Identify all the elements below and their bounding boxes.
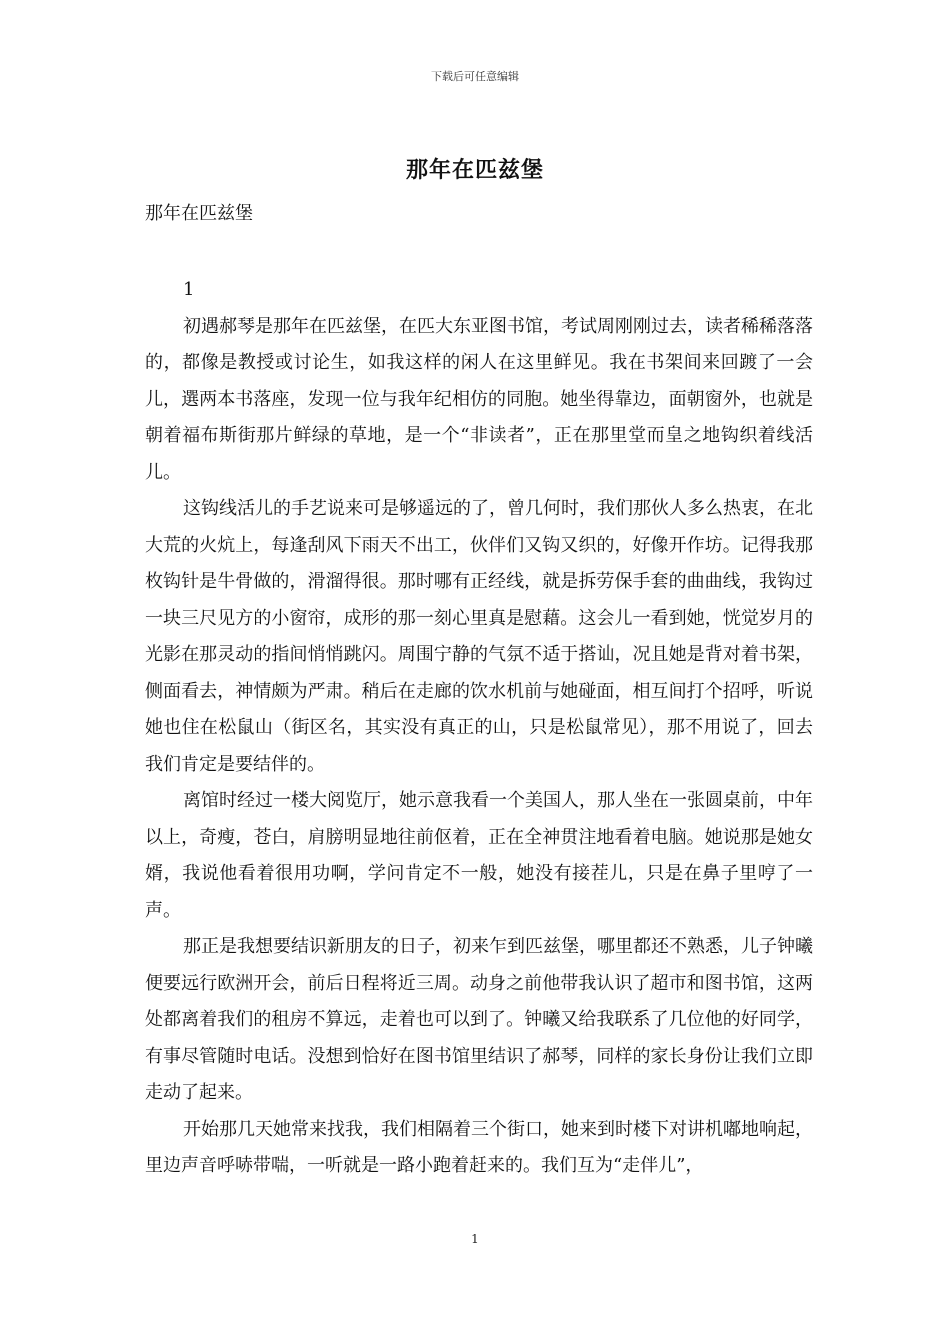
page-header-note: 下载后可任意编辑 [431, 70, 519, 83]
document-title: 那年在匹兹堡 [405, 157, 544, 183]
paragraph: 开始那几天她常来找我，我们相隔着三个街口，她来到时楼下对讲机嘟地响起，里边声音呼哧带喘，一听就是一路小跑着赶来的。我们互为“走伴儿”， [145, 1118, 813, 1176]
page-number: 1 [471, 1232, 479, 1246]
section-number: 1 [183, 279, 195, 300]
paragraph: 那正是我想要结识新朋友的日子，初来乍到匹兹堡，哪里都还不熟悉，儿子钟曦便要远行欧洲开会，前后日程将近三周。动身之前他带我认识了超市和图书馆，这两处都离着我们的租房不算远，走着也可以到了。钟曦又给我联系了几位他的好同学，有事尽管随时电话。没想到恰好在图书馆里结识了郝琴，同样的家长身份让我们立即走动了起来。 [145, 936, 813, 1103]
paragraph: 这钩线活儿的手艺说来可是够遥远的了，曾几何时，我们那伙人多么热衷，在北大荒的火炕上，每逢刮风下雨天不出工，伙伴们又钩又织的，好像开作坊。记得我那枚钩针是牛骨做的，滑溜得很。那时哪有正经线，就是拆劳保手套的曲曲线，我钩过一块三尺见方的小窗帘，成形的那一刻心里真是慰藉。这会儿一看到她，恍觉岁月的光影在那灵动的指间悄悄跳闪。周围宁静的气氛不适于搭讪，况且她是背对着书架，侧面看去，神情颇为严肃。稍后在走廊的饮水机前与她碰面，相互间打个招呼，听说她也住在松鼠山（街区名，其实没有真正的山，只是松鼠常见），那不用说了，回去我们肯定是要结伴的。 [145, 498, 813, 775]
document-body [145, 272, 813, 1185]
paragraph: 初遇郝琴是那年在匹兹堡，在匹大东亚图书馆，考试周刚刚过去，读者稀稀落落的，都像是教授或讨论生，如我这样的闲人在这里鲜见。我在书架间来回踱了一会儿，選两本书落座，发现一位与我年纪相仿的同胞。她坐得靠边，面朝窗外，也就是朝着福布斯街那片鲜绿的草地，是一个“非读者”，正在那里堂而皇之地钩织着线活儿。 [145, 315, 813, 483]
paragraph: 离馆时经过一楼大阅览厅，她示意我看一个美国人，那人坐在一张圆桌前，中年以上，奇瘦，苍白，肩膀明显地往前伛着，正在全神贯注地看着电脑。她说那是她女婿，我说他看着很用功啊，学问肯定不一般，她没有接茬儿，只是在鼻子里哼了一声。 [145, 790, 813, 921]
document-subtitle: 那年在匹兹堡 [145, 203, 253, 224]
